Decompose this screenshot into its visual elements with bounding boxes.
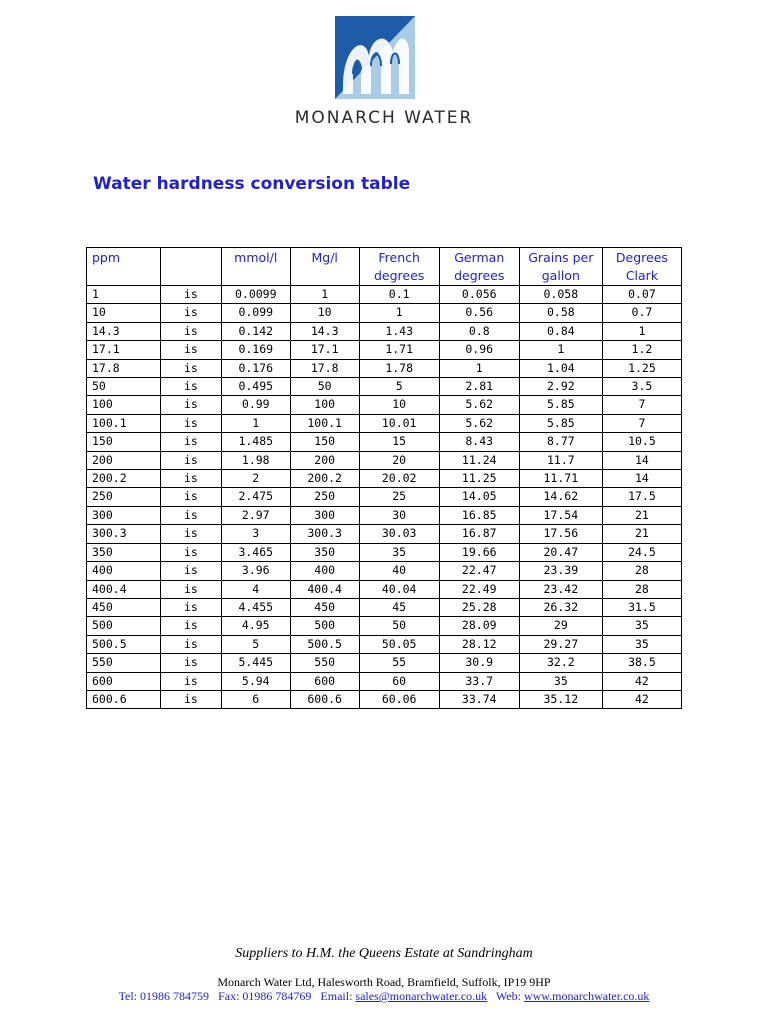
cell-mmol: 1.485 (221, 433, 290, 451)
cell-grains: 2.92 (519, 378, 602, 396)
cell-french: 30 (359, 506, 439, 524)
cell-is: is (160, 506, 221, 524)
table-row (87, 598, 682, 616)
cell-is: is (160, 672, 221, 690)
header-line-1: Degrees (615, 250, 668, 265)
cell-ppm: 17.1 (87, 341, 161, 359)
cell-is: is (160, 286, 221, 304)
cell-clark: 14 (602, 470, 681, 488)
table-row (87, 322, 682, 340)
cell-is: is (160, 654, 221, 672)
header-line-1: French (378, 250, 420, 265)
footer-contact (0, 989, 768, 1004)
cell-mgl: 50 (290, 378, 359, 396)
cell-german: 33.74 (439, 690, 519, 708)
cell-clark: 1.25 (602, 359, 681, 377)
table-header-row (87, 248, 682, 286)
cell-mmol: 1.98 (221, 451, 290, 469)
header-line-2: degrees (454, 268, 505, 283)
cell-clark: 1 (602, 322, 681, 340)
cell-french: 40.04 (359, 580, 439, 598)
cell-grains: 26.32 (519, 598, 602, 616)
cell-ppm: 350 (87, 543, 161, 561)
cell-german: 16.87 (439, 525, 519, 543)
cell-clark: 7 (602, 414, 681, 432)
cell-is: is (160, 304, 221, 322)
table-row (87, 433, 682, 451)
cell-mgl: 450 (290, 598, 359, 616)
header-line-2: degrees (374, 268, 425, 283)
table-row (87, 286, 682, 304)
cell-french: 45 (359, 598, 439, 616)
cell-clark: 35 (602, 617, 681, 635)
cell-mmol: 5.445 (221, 654, 290, 672)
footer-address: Monarch Water Ltd, Halesworth Road, Bramfield, Suffolk, IP19 9HP (217, 975, 551, 989)
cell-clark: 42 (602, 690, 681, 708)
cell-grains: 11.7 (519, 451, 602, 469)
cell-is: is (160, 414, 221, 432)
table-row (87, 451, 682, 469)
cell-mgl: 400 (290, 562, 359, 580)
cell-grains: 35 (519, 672, 602, 690)
cell-ppm: 10 (87, 304, 161, 322)
table-row (87, 506, 682, 524)
cell-german: 5.62 (439, 414, 519, 432)
cell-clark: 14 (602, 451, 681, 469)
cell-mgl: 500 (290, 617, 359, 635)
cell-grains: 0.058 (519, 286, 602, 304)
cell-grains: 1 (519, 341, 602, 359)
table-row (87, 304, 682, 322)
cell-mmol: 5 (221, 635, 290, 653)
cell-french: 35 (359, 543, 439, 561)
cell-german: 19.66 (439, 543, 519, 561)
cell-is: is (160, 488, 221, 506)
cell-grains: 11.71 (519, 470, 602, 488)
cell-ppm: 600.6 (87, 690, 161, 708)
cell-german: 22.49 (439, 580, 519, 598)
cell-is: is (160, 690, 221, 708)
header-line-1: Grains per (528, 250, 594, 265)
table-row (87, 562, 682, 580)
monarch-wave-logo-icon (335, 16, 415, 99)
cell-french: 20.02 (359, 470, 439, 488)
cell-german: 33.7 (439, 672, 519, 690)
cell-mmol: 6 (221, 690, 290, 708)
cell-grains: 35.12 (519, 690, 602, 708)
header-mgl (290, 248, 359, 286)
cell-is: is (160, 359, 221, 377)
cell-clark: 42 (602, 672, 681, 690)
cell-french: 50.05 (359, 635, 439, 653)
cell-mgl: 600 (290, 672, 359, 690)
cell-german: 1 (439, 359, 519, 377)
cell-ppm: 400.4 (87, 580, 161, 598)
cell-is: is (160, 322, 221, 340)
cell-german: 16.85 (439, 506, 519, 524)
table-row (87, 341, 682, 359)
cell-mgl: 17.1 (290, 341, 359, 359)
cell-ppm: 550 (87, 654, 161, 672)
cell-german: 0.56 (439, 304, 519, 322)
cell-ppm: 400 (87, 562, 161, 580)
cell-ppm: 500.5 (87, 635, 161, 653)
cell-ppm: 600 (87, 672, 161, 690)
cell-german: 30.9 (439, 654, 519, 672)
header-mmol (221, 248, 290, 286)
cell-grains: 23.42 (519, 580, 602, 598)
table-row (87, 396, 682, 414)
header-line-1: mmol/l (234, 250, 278, 265)
cell-clark: 3.5 (602, 378, 681, 396)
cell-german: 11.24 (439, 451, 519, 469)
table-row (87, 525, 682, 543)
cell-mgl: 200 (290, 451, 359, 469)
cell-grains: 0.84 (519, 322, 602, 340)
cell-german: 0.056 (439, 286, 519, 304)
cell-ppm: 250 (87, 488, 161, 506)
cell-german: 8.43 (439, 433, 519, 451)
cell-french: 40 (359, 562, 439, 580)
cell-mmol: 5.94 (221, 672, 290, 690)
cell-french: 0.1 (359, 286, 439, 304)
cell-german: 22.47 (439, 562, 519, 580)
footer-email-label: Email: (320, 989, 353, 1003)
cell-mgl: 14.3 (290, 322, 359, 340)
cell-french: 60.06 (359, 690, 439, 708)
cell-clark: 21 (602, 525, 681, 543)
header-blank (160, 248, 221, 286)
cell-is: is (160, 617, 221, 635)
cell-mgl: 500.5 (290, 635, 359, 653)
cell-mgl: 600.6 (290, 690, 359, 708)
cell-ppm: 1 (87, 286, 161, 304)
cell-mgl: 150 (290, 433, 359, 451)
header-clark (602, 248, 681, 286)
cell-clark: 38.5 (602, 654, 681, 672)
cell-is: is (160, 562, 221, 580)
cell-clark: 7 (602, 396, 681, 414)
table-row (87, 617, 682, 635)
footer-fax: Fax: 01986 784769 (218, 989, 312, 1003)
cell-clark: 0.7 (602, 304, 681, 322)
cell-mgl: 1 (290, 286, 359, 304)
cell-grains: 32.2 (519, 654, 602, 672)
cell-mgl: 17.8 (290, 359, 359, 377)
header-line-1: German (454, 250, 505, 265)
cell-mmol: 4 (221, 580, 290, 598)
footer-tel: Tel: 01986 784759 (118, 989, 210, 1003)
cell-mmol: 0.099 (221, 304, 290, 322)
cell-ppm: 200 (87, 451, 161, 469)
cell-ppm: 300 (87, 506, 161, 524)
cell-french: 1.78 (359, 359, 439, 377)
header-line-1: Mg/l (311, 250, 338, 265)
cell-clark: 31.5 (602, 598, 681, 616)
cell-is: is (160, 433, 221, 451)
cell-mgl: 250 (290, 488, 359, 506)
cell-french: 10.01 (359, 414, 439, 432)
cell-clark: 28 (602, 580, 681, 598)
header-grains (519, 248, 602, 286)
table-body (87, 286, 682, 709)
cell-ppm: 200.2 (87, 470, 161, 488)
cell-mmol: 4.455 (221, 598, 290, 616)
header-french (359, 248, 439, 286)
cell-mmol: 2 (221, 470, 290, 488)
cell-mmol: 2.475 (221, 488, 290, 506)
cell-french: 60 (359, 672, 439, 690)
header-line-2: Clark (625, 268, 659, 283)
cell-ppm: 14.3 (87, 322, 161, 340)
cell-mgl: 550 (290, 654, 359, 672)
cell-french: 30.03 (359, 525, 439, 543)
cell-is: is (160, 598, 221, 616)
cell-mgl: 100 (290, 396, 359, 414)
cell-ppm: 150 (87, 433, 161, 451)
cell-mgl: 300 (290, 506, 359, 524)
cell-mmol: 3 (221, 525, 290, 543)
cell-german: 2.81 (439, 378, 519, 396)
footer-tagline: Suppliers to H.M. the Queens Estate at Sandringham (235, 946, 533, 961)
cell-ppm: 450 (87, 598, 161, 616)
cell-french: 50 (359, 617, 439, 635)
cell-german: 0.96 (439, 341, 519, 359)
cell-french: 10 (359, 396, 439, 414)
footer-web-label: Web: (495, 989, 521, 1003)
table-row (87, 488, 682, 506)
cell-french: 5 (359, 378, 439, 396)
cell-french: 1.43 (359, 322, 439, 340)
cell-mmol: 0.495 (221, 378, 290, 396)
cell-grains: 20.47 (519, 543, 602, 561)
cell-clark: 0.07 (602, 286, 681, 304)
cell-is: is (160, 635, 221, 653)
cell-german: 25.28 (439, 598, 519, 616)
cell-mmol: 0.0099 (221, 286, 290, 304)
cell-grains: 0.58 (519, 304, 602, 322)
cell-mmol: 3.465 (221, 543, 290, 561)
cell-grains: 29.27 (519, 635, 602, 653)
table-row (87, 654, 682, 672)
cell-ppm: 300.3 (87, 525, 161, 543)
table-row (87, 378, 682, 396)
table-row (87, 543, 682, 561)
cell-french: 25 (359, 488, 439, 506)
cell-is: is (160, 470, 221, 488)
cell-grains: 23.39 (519, 562, 602, 580)
cell-german: 28.12 (439, 635, 519, 653)
cell-mmol: 0.99 (221, 396, 290, 414)
header-ppm (87, 248, 161, 286)
footer-web-link[interactable]: www.monarchwater.co.uk (523, 989, 650, 1003)
document-title: Water hardness conversion table (93, 174, 411, 194)
cell-german: 11.25 (439, 470, 519, 488)
header-german (439, 248, 519, 286)
table-row (87, 580, 682, 598)
table-row (87, 672, 682, 690)
cell-is: is (160, 396, 221, 414)
cell-mmol: 0.142 (221, 322, 290, 340)
header-line-2: gallon (541, 268, 580, 283)
cell-mmol: 1 (221, 414, 290, 432)
table-row (87, 470, 682, 488)
cell-mgl: 100.1 (290, 414, 359, 432)
footer-email-link[interactable]: sales@monarchwater.co.uk (355, 989, 488, 1003)
cell-grains: 5.85 (519, 396, 602, 414)
cell-ppm: 500 (87, 617, 161, 635)
cell-french: 20 (359, 451, 439, 469)
cell-french: 1 (359, 304, 439, 322)
cell-grains: 17.54 (519, 506, 602, 524)
cell-clark: 10.5 (602, 433, 681, 451)
cell-ppm: 50 (87, 378, 161, 396)
table-row (87, 414, 682, 432)
table-row (87, 359, 682, 377)
cell-grains: 17.56 (519, 525, 602, 543)
header-line-1: ppm (92, 250, 121, 265)
cell-clark: 21 (602, 506, 681, 524)
cell-clark: 17.5 (602, 488, 681, 506)
cell-mgl: 350 (290, 543, 359, 561)
cell-grains: 29 (519, 617, 602, 635)
cell-grains: 8.77 (519, 433, 602, 451)
table-row (87, 690, 682, 708)
cell-is: is (160, 580, 221, 598)
cell-is: is (160, 378, 221, 396)
cell-mmol: 2.97 (221, 506, 290, 524)
cell-clark: 24.5 (602, 543, 681, 561)
cell-mmol: 0.169 (221, 341, 290, 359)
cell-ppm: 17.8 (87, 359, 161, 377)
cell-grains: 1.04 (519, 359, 602, 377)
cell-mmol: 3.96 (221, 562, 290, 580)
cell-mmol: 0.176 (221, 359, 290, 377)
cell-french: 55 (359, 654, 439, 672)
cell-is: is (160, 451, 221, 469)
cell-is: is (160, 341, 221, 359)
cell-ppm: 100 (87, 396, 161, 414)
cell-is: is (160, 543, 221, 561)
cell-german: 28.09 (439, 617, 519, 635)
cell-german: 0.8 (439, 322, 519, 340)
cell-clark: 28 (602, 562, 681, 580)
cell-is: is (160, 525, 221, 543)
cell-mmol: 4.95 (221, 617, 290, 635)
cell-mgl: 10 (290, 304, 359, 322)
cell-grains: 5.85 (519, 414, 602, 432)
cell-mgl: 300.3 (290, 525, 359, 543)
monarch-water-logo (335, 16, 415, 99)
cell-german: 14.05 (439, 488, 519, 506)
brand-name: MONARCH WATER (294, 108, 474, 128)
cell-ppm: 100.1 (87, 414, 161, 432)
cell-french: 1.71 (359, 341, 439, 359)
cell-clark: 1.2 (602, 341, 681, 359)
conversion-table (86, 247, 682, 709)
cell-mgl: 400.4 (290, 580, 359, 598)
table-row (87, 635, 682, 653)
cell-grains: 14.62 (519, 488, 602, 506)
cell-german: 5.62 (439, 396, 519, 414)
cell-clark: 35 (602, 635, 681, 653)
cell-french: 15 (359, 433, 439, 451)
cell-mgl: 200.2 (290, 470, 359, 488)
